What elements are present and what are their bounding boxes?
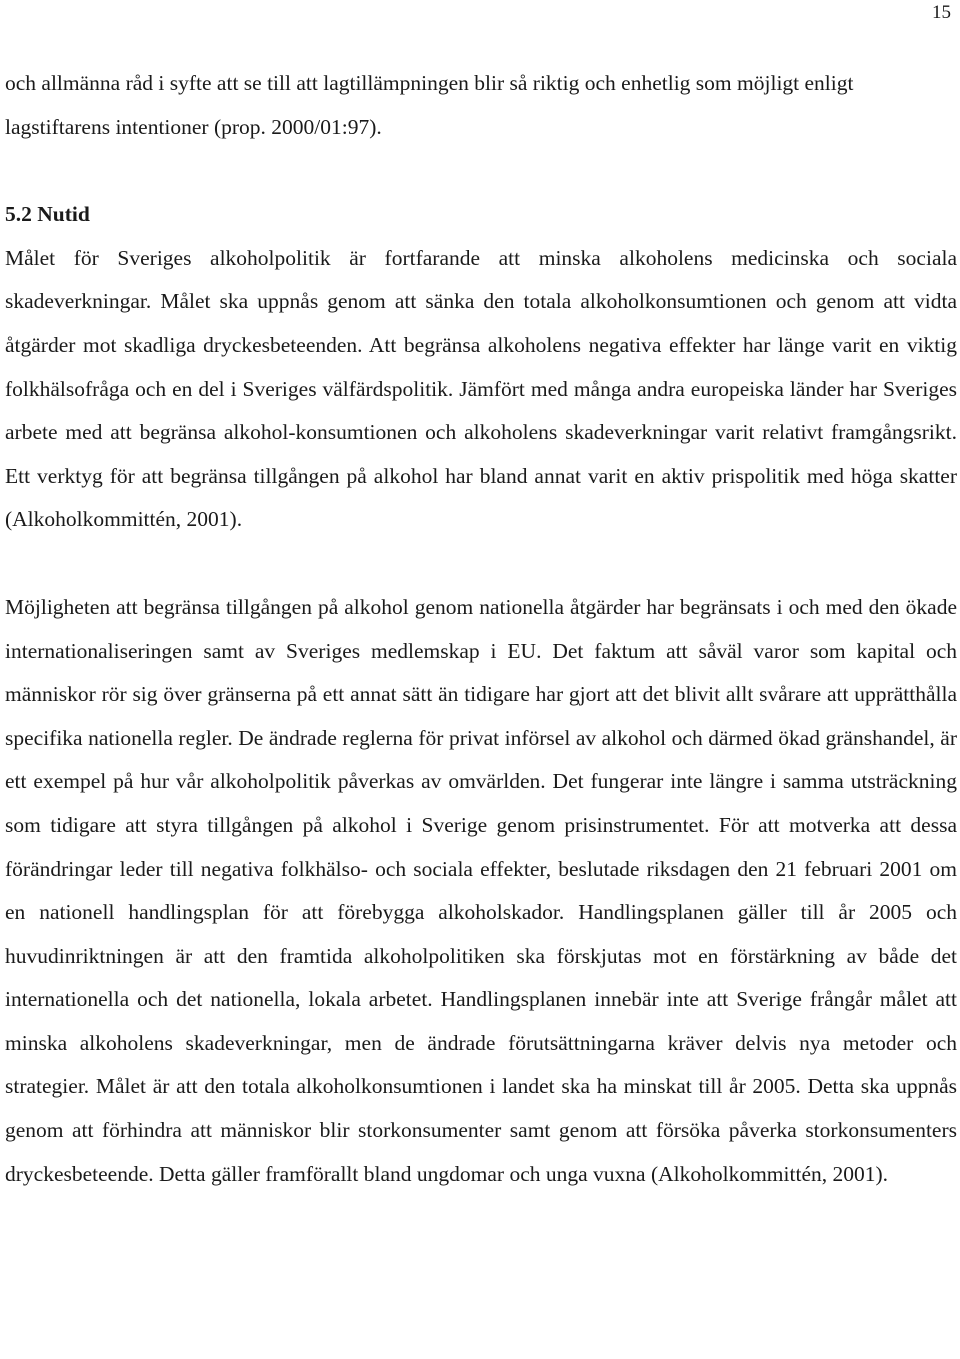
body-paragraph-1: Målet för Sveriges alkoholpolitik är fortfarande att minska alkoholens medicinska och sociala skadeverkningar. Målet ska uppnås genom att sänka den totala alkoholkonsumtionen och genom att vidta åtgärder mot skadliga dryckesbeteenden. Att begränsa alkoholens negativa effekter har länge varit en viktig folkhälsofråga och en del i Sveriges välfärdspolitik. Jämfört med många andra europeiska länder har Sveriges arbete med att begränsa alkohol-konsumtionen och alkoholens skadeverkningar varit relativt framgångsrikt. Ett verktyg för att begränsa tillgången på alkohol har bland annat varit en aktiv prispolitik med höga skatter (Alkoholkommittén, 2001).	[5, 245, 957, 532]
section-heading: 5.2 Nutid	[5, 202, 90, 227]
page-number: 15	[932, 2, 951, 23]
spacer	[5, 542, 957, 586]
document-body	[5, 62, 957, 1196]
body-paragraph-2: Möjligheten att begränsa tillgången på alkohol genom nationella åtgärder har begränsats i och med den ökade internationaliseringen samt av Sveriges medlemskap i EU. Det faktum att såväl varor som kapital och människor rör sig över gränserna på ett annat sätt än tidigare har gjort att det blivit allt svårare att upprätthålla specifika nationella regler. De ändrade reglerna för privat införsel av alkohol och därmed ökad gränshandel, är ett exempel på hur vår alkoholpolitik påverkas av omvärlden. Det fungerar inte längre i samma utsträckning som tidigare att styra tillgången på alkohol i Sverige genom prisinstrumentet. För att motverka att dessa förändringar leder till negativa folkhälso- och sociala effekter, beslutade riksdagen den 21 februari 2001 om en nationell handlingsplan för att förebygga alkoholskador. Handlingsplanen gäller till år 2005 och huvudinriktningen är att den framtida alkoholpolitiken ska förskjutas mot en förstärkning av både det internationella och det nationella, lokala arbetet. Handlingsplanen innebär inte att Sverige frångår målet att minska alkoholens skadeverkningar, men de ändrade förutsättningarna kräver delvis nya metoder och strategier. Målet är att den totala alkoholkonsumtionen i landet ska ha minskat till år 2005. Detta ska uppnås genom att förhindra att människor blir storkonsumenter samt genom att försöka påverka storkonsumenters dryckesbeteende. Detta gäller framförallt bland ungdomar och unga vuxna (Alkoholkommittén, 2001).	[5, 594, 957, 1186]
spacer	[5, 149, 957, 193]
intro-paragraph: och allmänna råd i syfte att se till att lagtillämpningen blir så riktig och enhetlig som möjligt enligt lagstiftarens intentioner (prop. 2000/01:97).	[5, 71, 854, 139]
